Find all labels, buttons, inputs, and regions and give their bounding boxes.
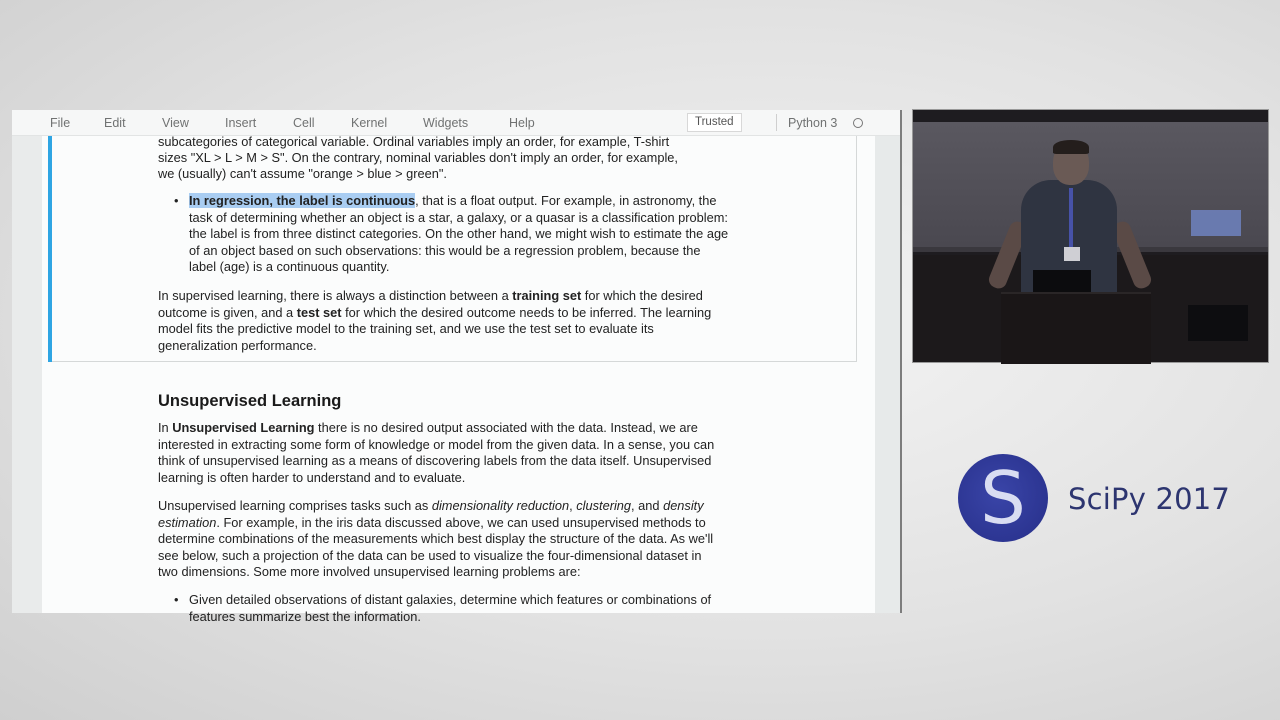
- scipy-logo-icon: [958, 454, 1048, 542]
- training-line-2: [158, 305, 711, 321]
- menu-edit[interactable]: Edit: [104, 116, 126, 130]
- menu-help[interactable]: Help: [509, 116, 535, 130]
- text-span: In supervised learning, there is always a distinction between a: [158, 288, 513, 303]
- intro-line-1: [158, 420, 698, 436]
- tasks-line-1: [158, 498, 704, 514]
- podium: [1001, 292, 1151, 364]
- menu-file[interactable]: File: [50, 116, 71, 130]
- regression-bullet-line: [189, 193, 716, 209]
- bold-term: Unsupervised Learning: [172, 420, 315, 435]
- notebook-screen: [12, 110, 900, 624]
- laptop: [1188, 305, 1248, 341]
- cell-text-line: two dimensions. Some more involved unsupervised learning problems are:: [158, 564, 581, 579]
- cell-text-line: sizes "XL > L > M > S". On the contrary, nominal variables don't imply an order, for example,: [158, 150, 678, 165]
- text-span: In: [158, 420, 173, 435]
- text-span: for which the desired outcome needs to be inferred. The learning: [341, 304, 712, 320]
- section-heading: Unsupervised Learning: [158, 392, 342, 410]
- tasks-line-2: [158, 515, 706, 531]
- notebook-scrollbar[interactable]: [875, 136, 900, 613]
- text-span: there is no desired output associated with the data. Instead, we are: [314, 420, 698, 435]
- cell-text-line: model fits the predictive model to the training set, and we use the test set to evaluate its: [158, 321, 654, 336]
- cell-text-line: subcategories of categorical variable. Ordinal variables imply an order, for example, T-shirt: [158, 134, 670, 149]
- cell-text-line: we (usually) can't assume "orange > blue > green".: [158, 166, 447, 181]
- logo-letter: S: [980, 456, 1026, 540]
- cell-text-line: the label is from three distinct categories. On the other hand, we might wish to estimate the age: [189, 226, 729, 241]
- bold-term: training set: [512, 288, 582, 303]
- text-span: , that is a float output. For example, in astronomy, the: [415, 193, 717, 208]
- cell-text-line: see below, such a projection of the data can be used to visualize the four-dimensional dataset in: [158, 547, 702, 563]
- speaker-hair: [1053, 140, 1089, 154]
- laptop: [1033, 270, 1091, 292]
- lanyard: [1069, 188, 1073, 248]
- kernel-name[interactable]: Python 3: [788, 116, 838, 130]
- cell-text-line: think of unsupervised learning as a means of discovering labels from the data itself. Unsupervised: [158, 453, 712, 468]
- training-line-1: [158, 288, 703, 304]
- text-span: ,: [569, 498, 577, 513]
- menu-widgets[interactable]: Widgets: [423, 116, 469, 130]
- cell-text-line: task of determining whether an object is a star, a galaxy, or a quasar is a classification problem:: [189, 209, 728, 225]
- italic-term: dimensionality reduction: [431, 498, 570, 513]
- selected-text-highlight[interactable]: In regression, the label is continuous: [189, 193, 416, 208]
- kernel-separator: [776, 114, 777, 131]
- italic-term: estimation: [158, 514, 217, 530]
- italic-term: clustering: [576, 498, 632, 513]
- menu-kernel[interactable]: Kernel: [351, 116, 388, 130]
- cell-text-line: features summarize best the information.: [189, 608, 421, 624]
- menu-insert[interactable]: Insert: [225, 116, 257, 130]
- cell-text-line: interested in extracting some form of knowledge or model from the given data. In a sense, you can: [158, 436, 715, 452]
- menu-cell[interactable]: Cell: [293, 116, 315, 130]
- cell-text-line: learning is often harder to understand and to evaluate.: [158, 469, 466, 485]
- text-span: outcome is given, and a: [158, 304, 297, 320]
- text-span: for which the desired: [581, 288, 703, 303]
- cell-text-line: determine combinations of the measurements which best display the structure of the data. As we'll: [158, 531, 714, 546]
- cell-text-line: generalization performance.: [158, 337, 317, 353]
- conference-title: SciPy 2017: [1068, 482, 1231, 516]
- projector-light: [1191, 210, 1241, 236]
- notebook-area: [42, 134, 875, 624]
- name-badge: [1064, 247, 1080, 261]
- menu-view[interactable]: View: [162, 116, 189, 130]
- italic-term: density: [663, 498, 704, 513]
- bold-term: test set: [296, 304, 342, 320]
- bullet-icon: •: [174, 592, 179, 607]
- menubar: [12, 110, 900, 136]
- cell-text-line: of an object based on such observations: this would be a regression problem, because the: [189, 242, 701, 258]
- bullet-icon: •: [174, 193, 179, 208]
- cell-text-line: label (age) is a continuous quantity.: [189, 259, 390, 274]
- selected-cell-indicator: [48, 136, 52, 362]
- cell-text-line: Given detailed observations of distant galaxies, determine which features or combinations of: [189, 592, 712, 607]
- text-span: Unsupervised learning comprises tasks such as: [158, 498, 432, 513]
- text-span: , and: [631, 498, 664, 513]
- trusted-button[interactable]: Trusted: [687, 113, 742, 132]
- text-span: . For example, in the iris data discussed above, we can used unsupervised methods to: [216, 514, 706, 530]
- kernel-idle-circle-icon: [853, 118, 863, 128]
- screen-divider: [900, 110, 902, 613]
- speaker-video: [912, 109, 1269, 363]
